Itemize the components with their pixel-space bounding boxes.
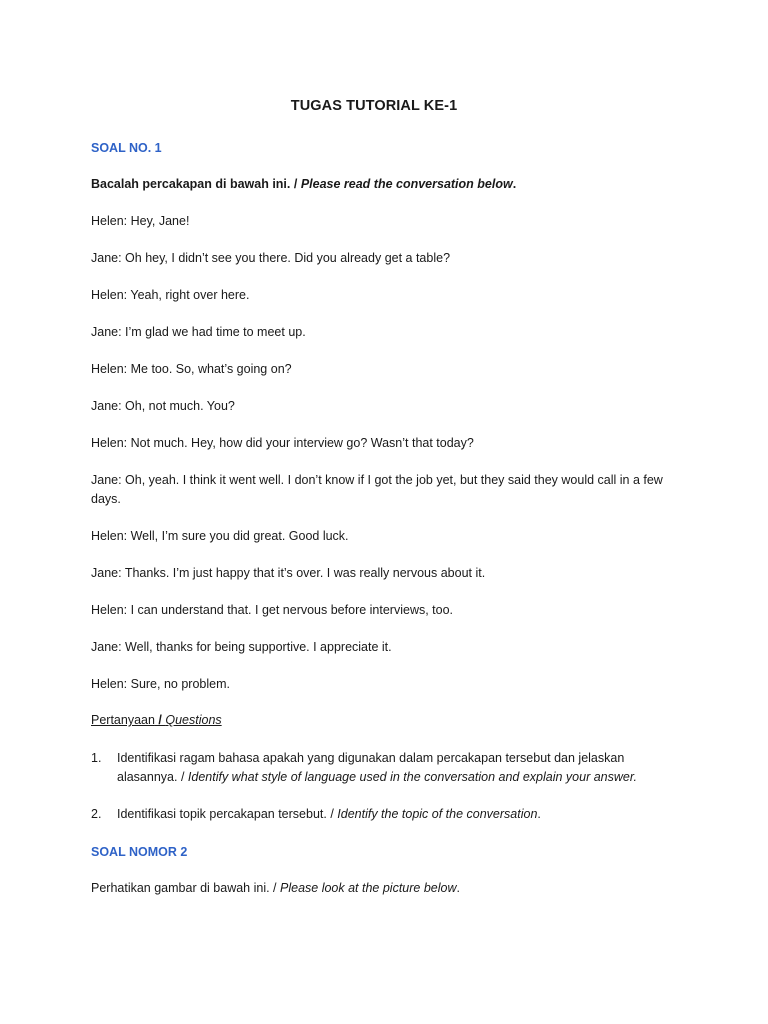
instruction-english: Please read the conversation below [300,177,513,191]
dialogue-line: Helen: Yeah, right over here. [91,288,250,302]
question-end: . [537,807,541,821]
dialogue-line: Helen: Sure, no problem. [91,677,230,691]
instruction-indonesian: Perhatikan gambar di bawah ini. [91,881,270,895]
soal-1-heading: SOAL NO. 1 [91,141,162,155]
question-number: 1. [91,751,102,765]
dialogue-line: Jane: I’m glad we had time to meet up. [91,325,306,339]
question-number: 2. [91,807,102,821]
question-text-english: Identify the topic of the conversation [337,807,538,821]
question-separator: / [177,769,188,784]
instruction-indonesian: Bacalah percakapan di bawah ini. [91,177,291,191]
document-title: TUGAS TUTORIAL KE-1 [290,98,458,114]
dialogue-line: Jane: Oh, not much. You? [91,399,235,413]
questions-heading-indonesian: Pertanyaan [91,713,155,727]
instruction-separator: / [290,177,301,191]
dialogue-line: Jane: Thanks. I’m just happy that it’s over. I was really nervous about it. [91,566,486,580]
dialogue-line: Helen: Hey, Jane! [91,214,190,228]
question-item [91,805,691,824]
dialogue-line: Helen: Not much. Hey, how did your interview go? Wasn’t that today? [91,436,474,450]
question-body [117,805,657,824]
instruction-separator: / [269,881,280,895]
dialogue-line: Jane: Well, thanks for being supportive. I appreciate it. [91,640,392,654]
question-text-indonesian: Identifikasi ragam bahasa apakah yang digunakan dalam percakapan tersebut dan jelaskan alasannya. [117,751,625,784]
dialogue-line: Helen: I can understand that. I get nervous before interviews, too. [91,603,454,617]
questions-heading [91,711,222,730]
soal-2-heading: SOAL NOMOR 2 [91,845,188,859]
instruction-end: . [512,177,517,191]
dialogue-line: Jane: Oh hey, I didn’t see you there. Did you already get a table? [91,251,451,265]
dialogue-line: Helen: Me too. So, what’s going on? [91,362,292,376]
question-text-indonesian: Identifikasi topik percakapan tersebut. [117,807,327,821]
questions-heading-english: Questions [165,713,222,727]
question-text-english: Identify what style of language used in the conversation and explain your answer. [187,769,638,784]
dialogue-line: Helen: Well, I’m sure you did great. Good luck. [91,529,349,543]
question-body [117,749,657,786]
question-item [91,749,691,786]
questions-heading-separator: / [154,713,166,727]
instruction-english: Please look at the picture below [280,881,457,895]
instruction-end: . [456,881,460,895]
dialogue-line: Jane: Oh, yeah. I think it went well. I don’t know if I got the job yet, but they said they would call in a few days. [91,473,663,506]
question-separator: / [326,807,338,821]
soal-2-instruction [91,879,460,898]
soal-1-instruction [91,175,516,194]
